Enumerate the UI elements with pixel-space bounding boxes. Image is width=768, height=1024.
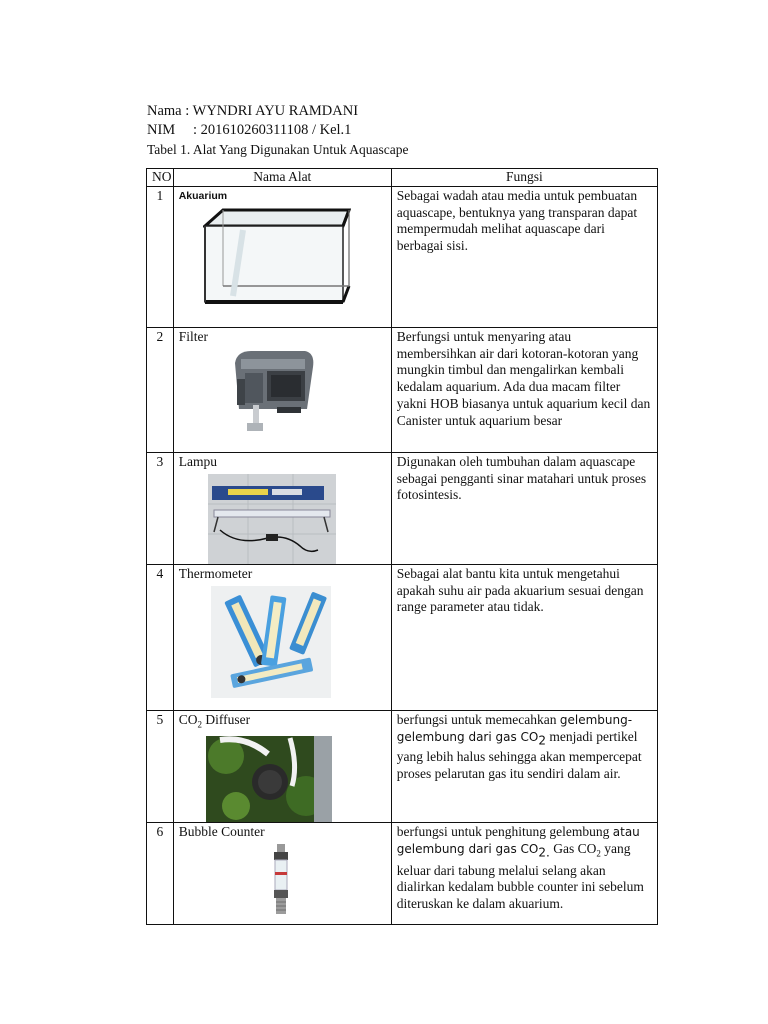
function-subscript: 2 bbox=[596, 848, 601, 859]
tool-name: Akuarium bbox=[178, 189, 228, 202]
tool-cell bbox=[173, 823, 391, 925]
function-text-part: yang keluar dari tabung melalui selang akan dialirkan kedalam bubble counter ini sebelum diteruskan ke dalam akuarium. bbox=[396, 841, 644, 912]
aquarium-tank-icon bbox=[203, 208, 351, 306]
tool-name-co: CO bbox=[178, 711, 198, 727]
tool-name bbox=[179, 712, 386, 733]
table-row bbox=[147, 186, 658, 327]
table-row bbox=[147, 710, 658, 822]
function-text-part: berfungsi untuk memecahkan bbox=[396, 711, 560, 727]
tool-name: Lampu bbox=[178, 453, 217, 469]
function-cell bbox=[391, 823, 657, 925]
function-text-part: gelembung-gelembung dari gas CO bbox=[396, 712, 633, 744]
nim-value: : 201610260311108 / Kel.1 bbox=[193, 122, 352, 138]
tool-name: Filter bbox=[178, 328, 208, 344]
tool-name-subscript: 2 bbox=[197, 719, 202, 730]
function-cell: Digunakan oleh tumbuhan dalam aquascape sebagai pengganti sinar matahari untuk proses fotosintesis. bbox=[391, 452, 657, 564]
student-name: Nama : WYNDRI AYU RAMDANI bbox=[147, 103, 359, 119]
tool-name-diffuser: Diffuser bbox=[201, 711, 251, 727]
function-cell bbox=[391, 710, 657, 822]
bubble-counter-icon bbox=[271, 844, 291, 918]
header-no: NO bbox=[147, 169, 174, 187]
table-caption: Tabel 1. Alat Yang Digunakan Untuk Aquascape bbox=[147, 142, 409, 157]
tool-name: Bubble Counter bbox=[178, 824, 265, 840]
header-func: Fungsi bbox=[391, 169, 657, 187]
hang-on-back-filter-icon bbox=[227, 349, 317, 435]
function-cell: Sebagai wadah atau media untuk pembuatan aquascape, bentuknya yang transparan dapat mempermudah melihat aquascape dari berbagai sisi. bbox=[391, 186, 657, 327]
tool-cell bbox=[173, 564, 391, 710]
function-text-part: Gas CO bbox=[549, 841, 597, 857]
thermometer-icon bbox=[211, 586, 331, 698]
led-lamp-icon bbox=[208, 474, 336, 564]
table-row bbox=[147, 823, 658, 925]
row-number: 2 bbox=[147, 327, 174, 452]
row-number: 3 bbox=[147, 452, 174, 564]
co2-diffuser-icon bbox=[206, 736, 332, 822]
tool-cell bbox=[173, 186, 391, 327]
row-number: 1 bbox=[147, 186, 174, 327]
nim-label: NIM bbox=[147, 122, 176, 138]
row-number: 6 bbox=[147, 823, 174, 925]
tool-name: Thermometer bbox=[178, 565, 253, 581]
student-nim bbox=[147, 121, 409, 140]
table-row bbox=[147, 452, 658, 564]
row-number: 4 bbox=[147, 564, 174, 710]
table-header-row bbox=[147, 169, 658, 187]
function-cell: Berfungsi untuk menyaring atau membersihkan air dari kotoran-kotoran yang mungkin timbul dan mengalirkan kembali kedalam aquarium. Ada dua macam filter yakni HOB biasanya untuk aquarium kecil dan Canister untuk aquarium besar bbox=[391, 327, 657, 452]
row-number: 5 bbox=[147, 710, 174, 822]
document-header bbox=[147, 102, 409, 159]
tool-cell bbox=[173, 327, 391, 452]
function-subscript: 2. bbox=[538, 845, 550, 860]
function-cell: Sebagai alat bantu kita untuk mengetahui apakah suhu air pada akuarium sesuai dengan range parameter atau tidak. bbox=[391, 564, 657, 710]
tools-table bbox=[146, 168, 658, 925]
function-subscript: 2 bbox=[538, 733, 547, 748]
header-name: Nama Alat bbox=[173, 169, 391, 187]
table-row bbox=[147, 564, 658, 710]
function-text-part: berfungsi untuk penghitung gelembung bbox=[396, 824, 613, 840]
function-text-part: menjadi pertikel yang lebih halus sehingga akan mempercepat proses pelarutan gas itu sendiri dalam air. bbox=[396, 728, 642, 781]
table-row bbox=[147, 327, 658, 452]
tool-cell bbox=[173, 452, 391, 564]
tool-cell bbox=[173, 710, 391, 822]
function-text-part: atau gelembung dari gas CO bbox=[396, 825, 640, 857]
